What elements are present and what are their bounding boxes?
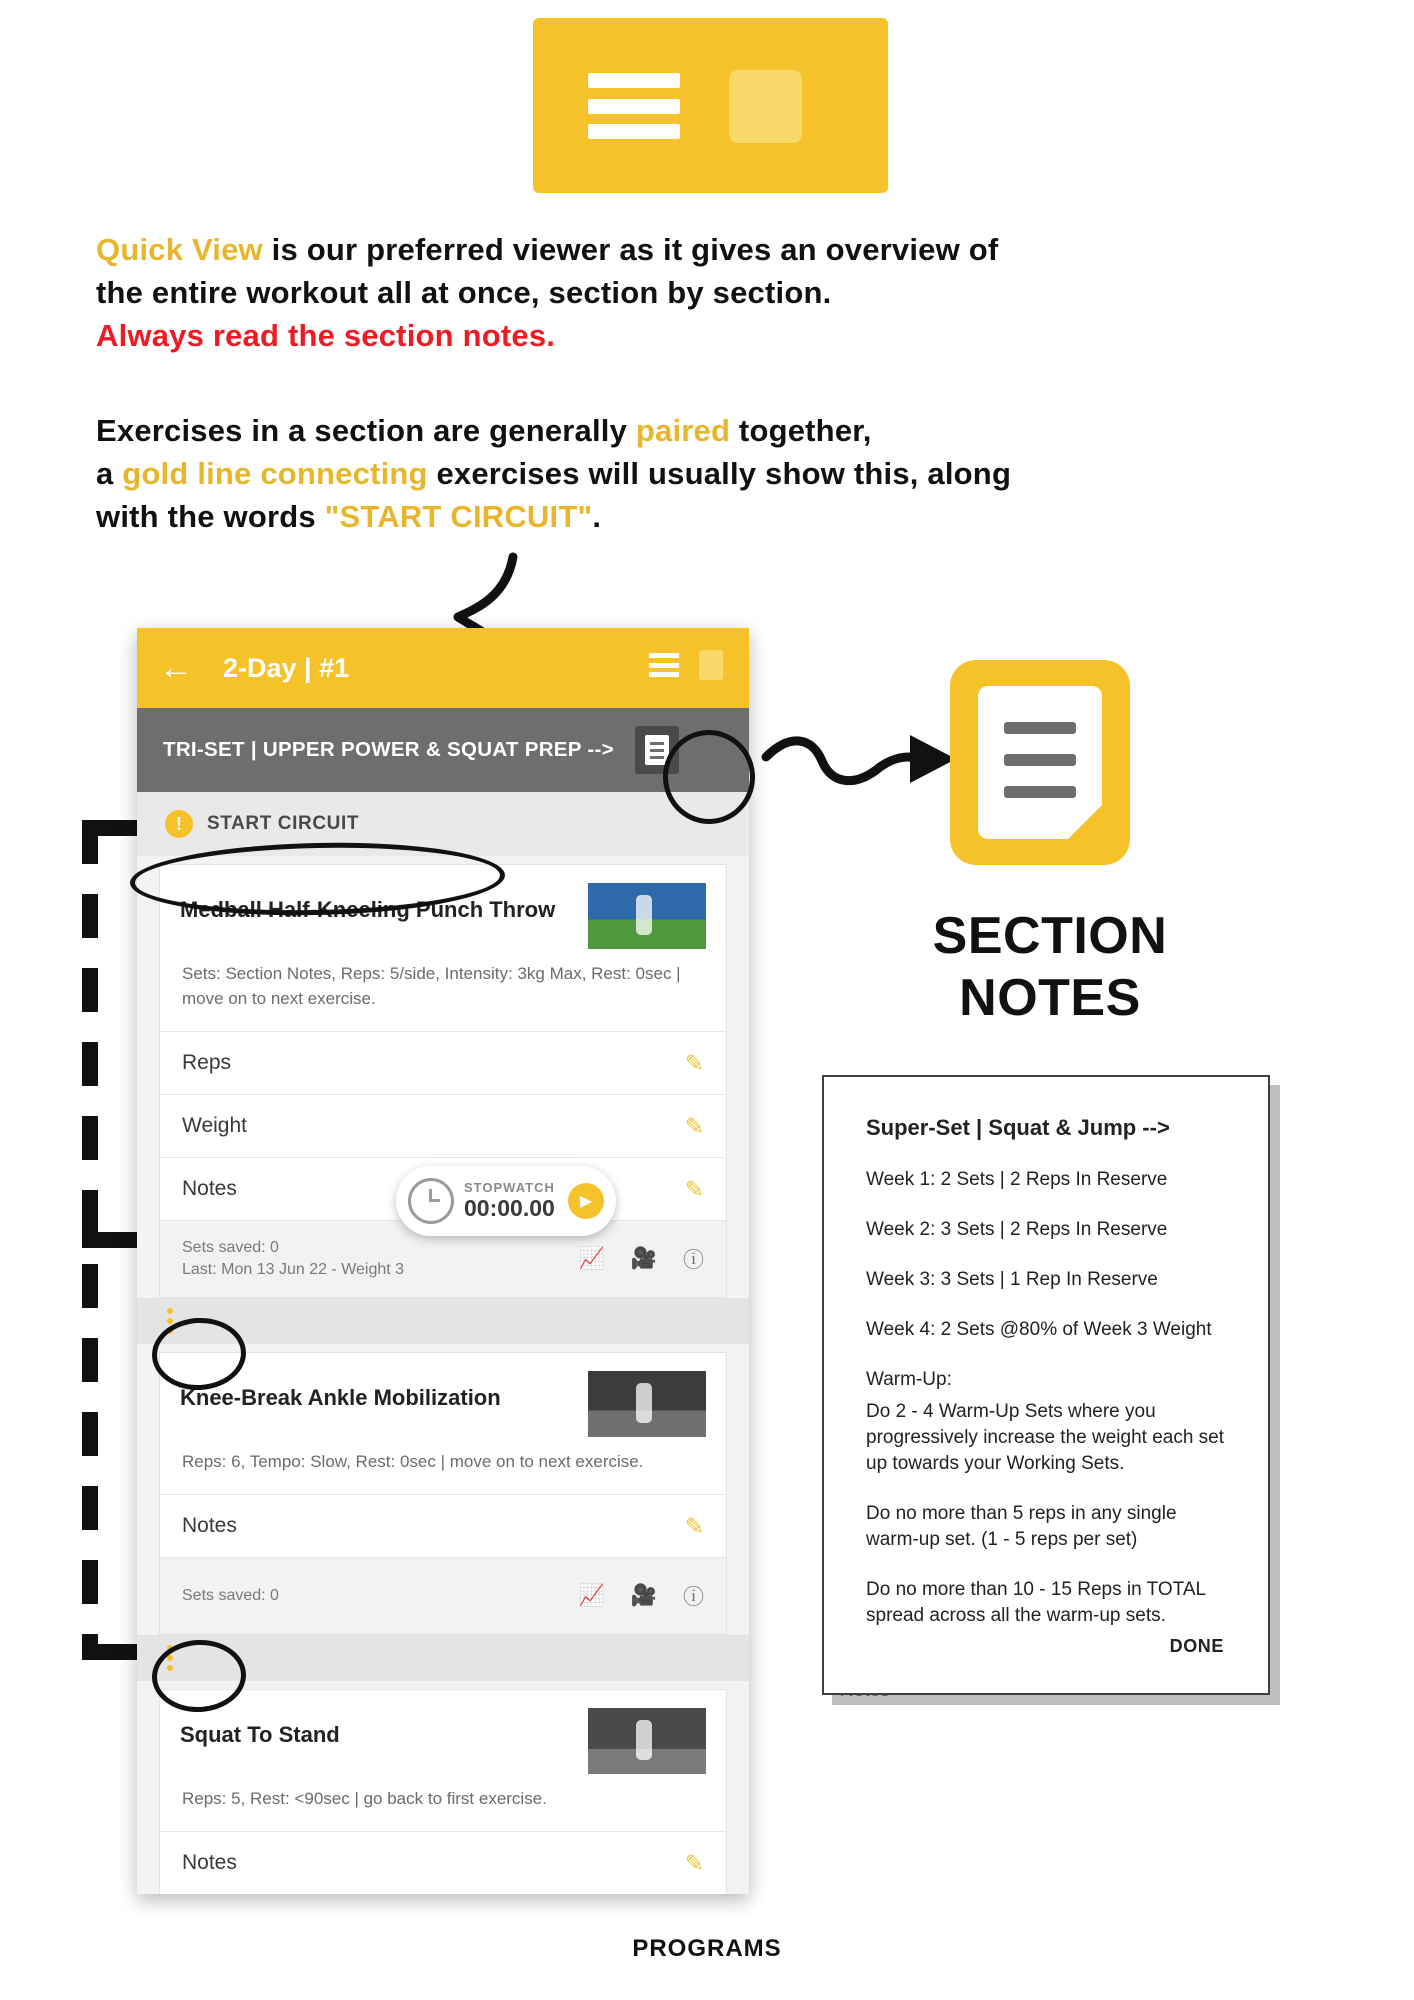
pencil-icon[interactable]: ✎	[684, 1849, 704, 1876]
intro-line-6-a: with the words	[96, 499, 325, 534]
exercise-detail: Sets: Section Notes, Reps: 5/side, Intensity: 3kg Max, Rest: 0sec | move on to next exercise.	[182, 964, 681, 1008]
page-view-icon	[729, 70, 802, 143]
intro-line-1	[96, 228, 1326, 271]
intro-line-5-a: a	[96, 456, 123, 491]
intro-startcircuit-highlight: "START CIRCUIT"	[324, 499, 593, 534]
intro-line-3: Always read the section notes.	[96, 318, 556, 353]
notes-warmup-label: Warm-Up:	[866, 1369, 952, 1390]
field-notes[interactable]	[160, 1494, 726, 1557]
section-header-bar	[137, 708, 749, 792]
stopwatch-label: STOPWATCH	[464, 1180, 555, 1195]
clock-icon	[408, 1178, 454, 1224]
pairing-bracket	[48, 820, 138, 1660]
exercise-card[interactable]	[159, 1689, 727, 1894]
info-icon[interactable]: ⓘ	[683, 1249, 704, 1272]
stopwatch-time: 00:00.00	[464, 1195, 555, 1221]
section-notes-heading-line2: NOTES	[959, 969, 1141, 1027]
pencil-icon[interactable]: ✎	[684, 1175, 704, 1202]
notes-done-button[interactable]: DONE	[1169, 1636, 1224, 1656]
app-header	[137, 628, 749, 708]
info-icon[interactable]: ⓘ	[683, 1586, 704, 1609]
sets-saved-label: Sets saved: 0	[182, 1587, 279, 1604]
notes-week-4: Week 4: 2 Sets @80% of Week 3 Weight	[866, 1319, 1212, 1340]
hamburger-icon[interactable]	[649, 653, 679, 677]
pencil-icon[interactable]: ✎	[684, 1512, 704, 1539]
section-notes-heading-line1: SECTION	[932, 907, 1168, 965]
start-circuit-row	[137, 792, 749, 856]
field-reps[interactable]	[160, 1031, 726, 1094]
exercise-detail: Reps: 6, Tempo: Slow, Rest: 0sec | move on to next exercise.	[182, 1452, 644, 1471]
intro-quick-view-highlight: Quick View	[96, 232, 263, 267]
graph-icon[interactable]: 📈	[578, 1584, 605, 1607]
start-circuit-label: START CIRCUIT	[207, 813, 360, 834]
intro-line-5	[96, 452, 1326, 495]
section-notes-document-icon	[950, 660, 1130, 865]
section-notes-heading	[820, 905, 1280, 1029]
play-icon[interactable]: ▶	[568, 1183, 604, 1219]
intro-text	[96, 228, 1326, 538]
field-notes[interactable]	[160, 1831, 726, 1894]
sets-saved-label: Sets saved: 0	[182, 1239, 279, 1256]
intro-line-1-rest: is our preferred viewer as it gives an overview of	[262, 232, 999, 267]
workout-title: 2-Day | #1	[223, 652, 350, 683]
video-icon[interactable]: 🎥	[630, 1247, 657, 1270]
pencil-icon[interactable]: ✎	[684, 1112, 704, 1139]
field-label: Notes	[182, 1514, 237, 1537]
exercise-detail: Reps: 5, Rest: <90sec | go back to first exercise.	[182, 1789, 547, 1808]
circuit-marker-icon: !	[165, 810, 193, 838]
field-weight[interactable]	[160, 1094, 726, 1157]
exercise-name: Knee-Break Ankle Mobilization	[180, 1385, 501, 1410]
intro-goldline-highlight: gold line connecting	[122, 456, 428, 491]
intro-line-2: the entire workout all at once, section by section.	[96, 275, 832, 310]
video-icon[interactable]: 🎥	[630, 1584, 657, 1607]
stopwatch-widget[interactable]	[396, 1166, 616, 1236]
arrow-to-section-notes	[760, 715, 960, 825]
graph-icon[interactable]: 📈	[578, 1247, 605, 1270]
exercise-name: Medball Half-Kneeling Punch Throw	[180, 897, 556, 922]
exercise-video-thumbnail[interactable]	[588, 883, 706, 949]
notes-week-2: Week 2: 3 Sets | 2 Reps In Reserve	[866, 1219, 1168, 1240]
intro-paired-highlight: paired	[635, 413, 731, 448]
quick-view-logo-badge	[533, 18, 888, 193]
hamburger-icon	[588, 73, 680, 139]
notes-dialog-title: Super-Set | Squat & Jump -->	[866, 1115, 1170, 1140]
notes-warmup-text: Do 2 - 4 Warm-Up Sets where you progressively increase the weight each set up towards your Working Sets.	[866, 1401, 1225, 1474]
phone-screenshot	[137, 628, 749, 1894]
exercise-name: Squat To Stand	[180, 1722, 340, 1747]
footer-caption: PROGRAMS	[632, 1935, 782, 1962]
notes-week-3: Week 3: 3 Sets | 1 Rep In Reserve	[866, 1269, 1158, 1290]
exercise-meta-row	[160, 1557, 726, 1634]
back-arrow-icon[interactable]: ←	[159, 649, 193, 687]
field-label: Notes	[182, 1177, 237, 1200]
section-notes-dialog	[822, 1075, 1270, 1695]
notes-week-1: Week 1: 2 Sets | 2 Reps In Reserve	[866, 1169, 1168, 1190]
exercise-card[interactable]	[159, 1352, 727, 1635]
section-title: TRI-SET | UPPER POWER & SQUAT PREP -->	[163, 738, 614, 761]
field-label: Weight	[182, 1114, 247, 1137]
intro-line-6-b: .	[592, 499, 602, 534]
page-view-icon[interactable]	[699, 650, 723, 680]
intro-line-6	[96, 495, 1326, 538]
notes-rule-2: Do no more than 10 - 15 Reps in TOTAL spread across all the warm-up sets.	[866, 1579, 1206, 1626]
pencil-icon[interactable]: ✎	[684, 1049, 704, 1076]
intro-line-4-a: Exercises in a section are generally	[96, 413, 636, 448]
field-label: Reps	[182, 1051, 232, 1074]
intro-line-4-b: together,	[730, 413, 872, 448]
last-session-label: Last: Mon 13 Jun 22 - Weight 3	[182, 1261, 405, 1278]
notes-rule-1: Do no more than 5 reps in any single warm-up set. (1 - 5 reps per set)	[866, 1503, 1177, 1550]
intro-line-4	[96, 409, 1326, 452]
field-label: Notes	[182, 1851, 237, 1874]
intro-line-5-b: exercises will usually show this, along	[427, 456, 1012, 491]
exercise-video-thumbnail[interactable]	[588, 1708, 706, 1774]
exercise-video-thumbnail[interactable]	[588, 1371, 706, 1437]
